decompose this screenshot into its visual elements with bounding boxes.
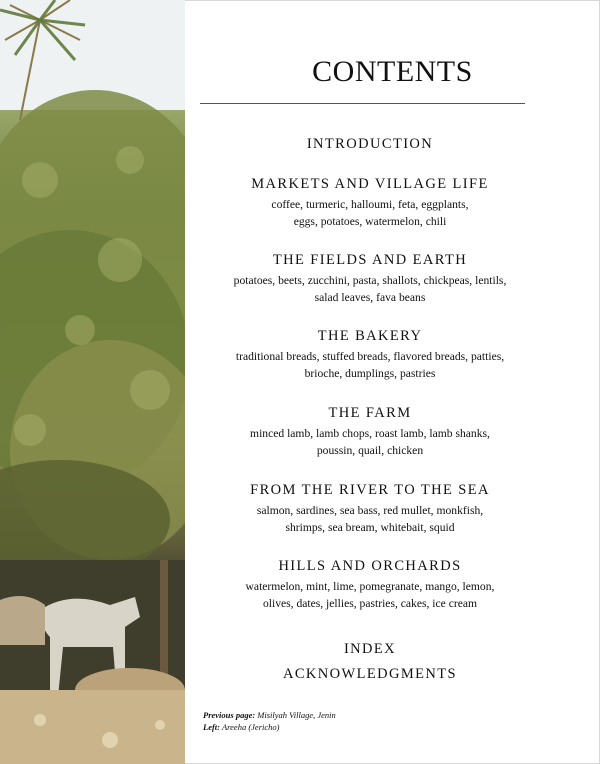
- entry-index: INDEX: [343, 641, 397, 657]
- photo-caption: [203, 710, 336, 733]
- section-heading: MARKETS AND VILLAGE LIFE: [251, 176, 489, 192]
- section-items-line: poussin, quail, chicken: [316, 444, 424, 457]
- section-items: [185, 425, 555, 459]
- section-items-line: eggs, potatoes, watermelon, chili: [293, 215, 447, 228]
- section-markets: [185, 176, 555, 230]
- section-items-line: coffee, turmeric, halloumi, feta, eggplants,: [271, 198, 469, 211]
- section-items-line: potatoes, beets, zucchini, pasta, shallots, chickpeas, lentils,: [233, 274, 507, 287]
- section-farm: [185, 405, 555, 459]
- section-items-line: brioche, dumplings, pastries: [304, 367, 436, 380]
- section-hills: [185, 558, 555, 612]
- section-river-sea: [185, 482, 555, 536]
- caption-label: Left:: [203, 721, 220, 732]
- section-items-line: olives, dates, jellies, pastries, cakes, ice cream: [262, 597, 478, 610]
- section-heading: HILLS AND ORCHARDS: [278, 558, 462, 574]
- section-items-line: salad leaves, fava beans: [314, 291, 426, 304]
- title-divider: [200, 103, 525, 104]
- caption-text: Areeha (Jericho): [220, 721, 280, 732]
- entry-introduction: INTRODUCTION: [306, 136, 434, 152]
- section-items: [185, 348, 555, 382]
- section-heading: THE FARM: [328, 405, 412, 421]
- photo-illustration: [0, 0, 185, 764]
- section-heading: FROM THE RIVER TO THE SEA: [250, 482, 490, 498]
- section-items: [185, 272, 555, 306]
- section-fields: [185, 252, 555, 306]
- section-items-line: shrimps, sea bream, whitebait, squid: [285, 521, 455, 534]
- section-items: [185, 578, 555, 612]
- caption-label: Previous page:: [203, 710, 256, 720]
- section-items-line: traditional breads, stuffed breads, flavored breads, patties,: [235, 350, 505, 363]
- section-items: [185, 502, 555, 536]
- section-items-line: watermelon, mint, lime, pomegranate, mango, lemon,: [245, 580, 495, 593]
- section-heading: THE BAKERY: [317, 328, 423, 344]
- photo-goats-under-tree: [0, 0, 185, 764]
- caption-text: Misilyah Village, Jenin: [255, 710, 336, 720]
- section-bakery: [185, 328, 555, 382]
- section-items: [185, 196, 555, 230]
- page-title: CONTENTS: [312, 55, 473, 88]
- contents-panel: [185, 0, 600, 764]
- section-items-line: salmon, sardines, sea bass, red mullet, monkfish,: [256, 504, 484, 517]
- section-items-line: minced lamb, lamb chops, roast lamb, lamb shanks,: [250, 427, 490, 440]
- section-heading: THE FIELDS AND EARTH: [272, 252, 468, 268]
- entry-acknowledgments: ACKNOWLEDGMENTS: [282, 666, 458, 682]
